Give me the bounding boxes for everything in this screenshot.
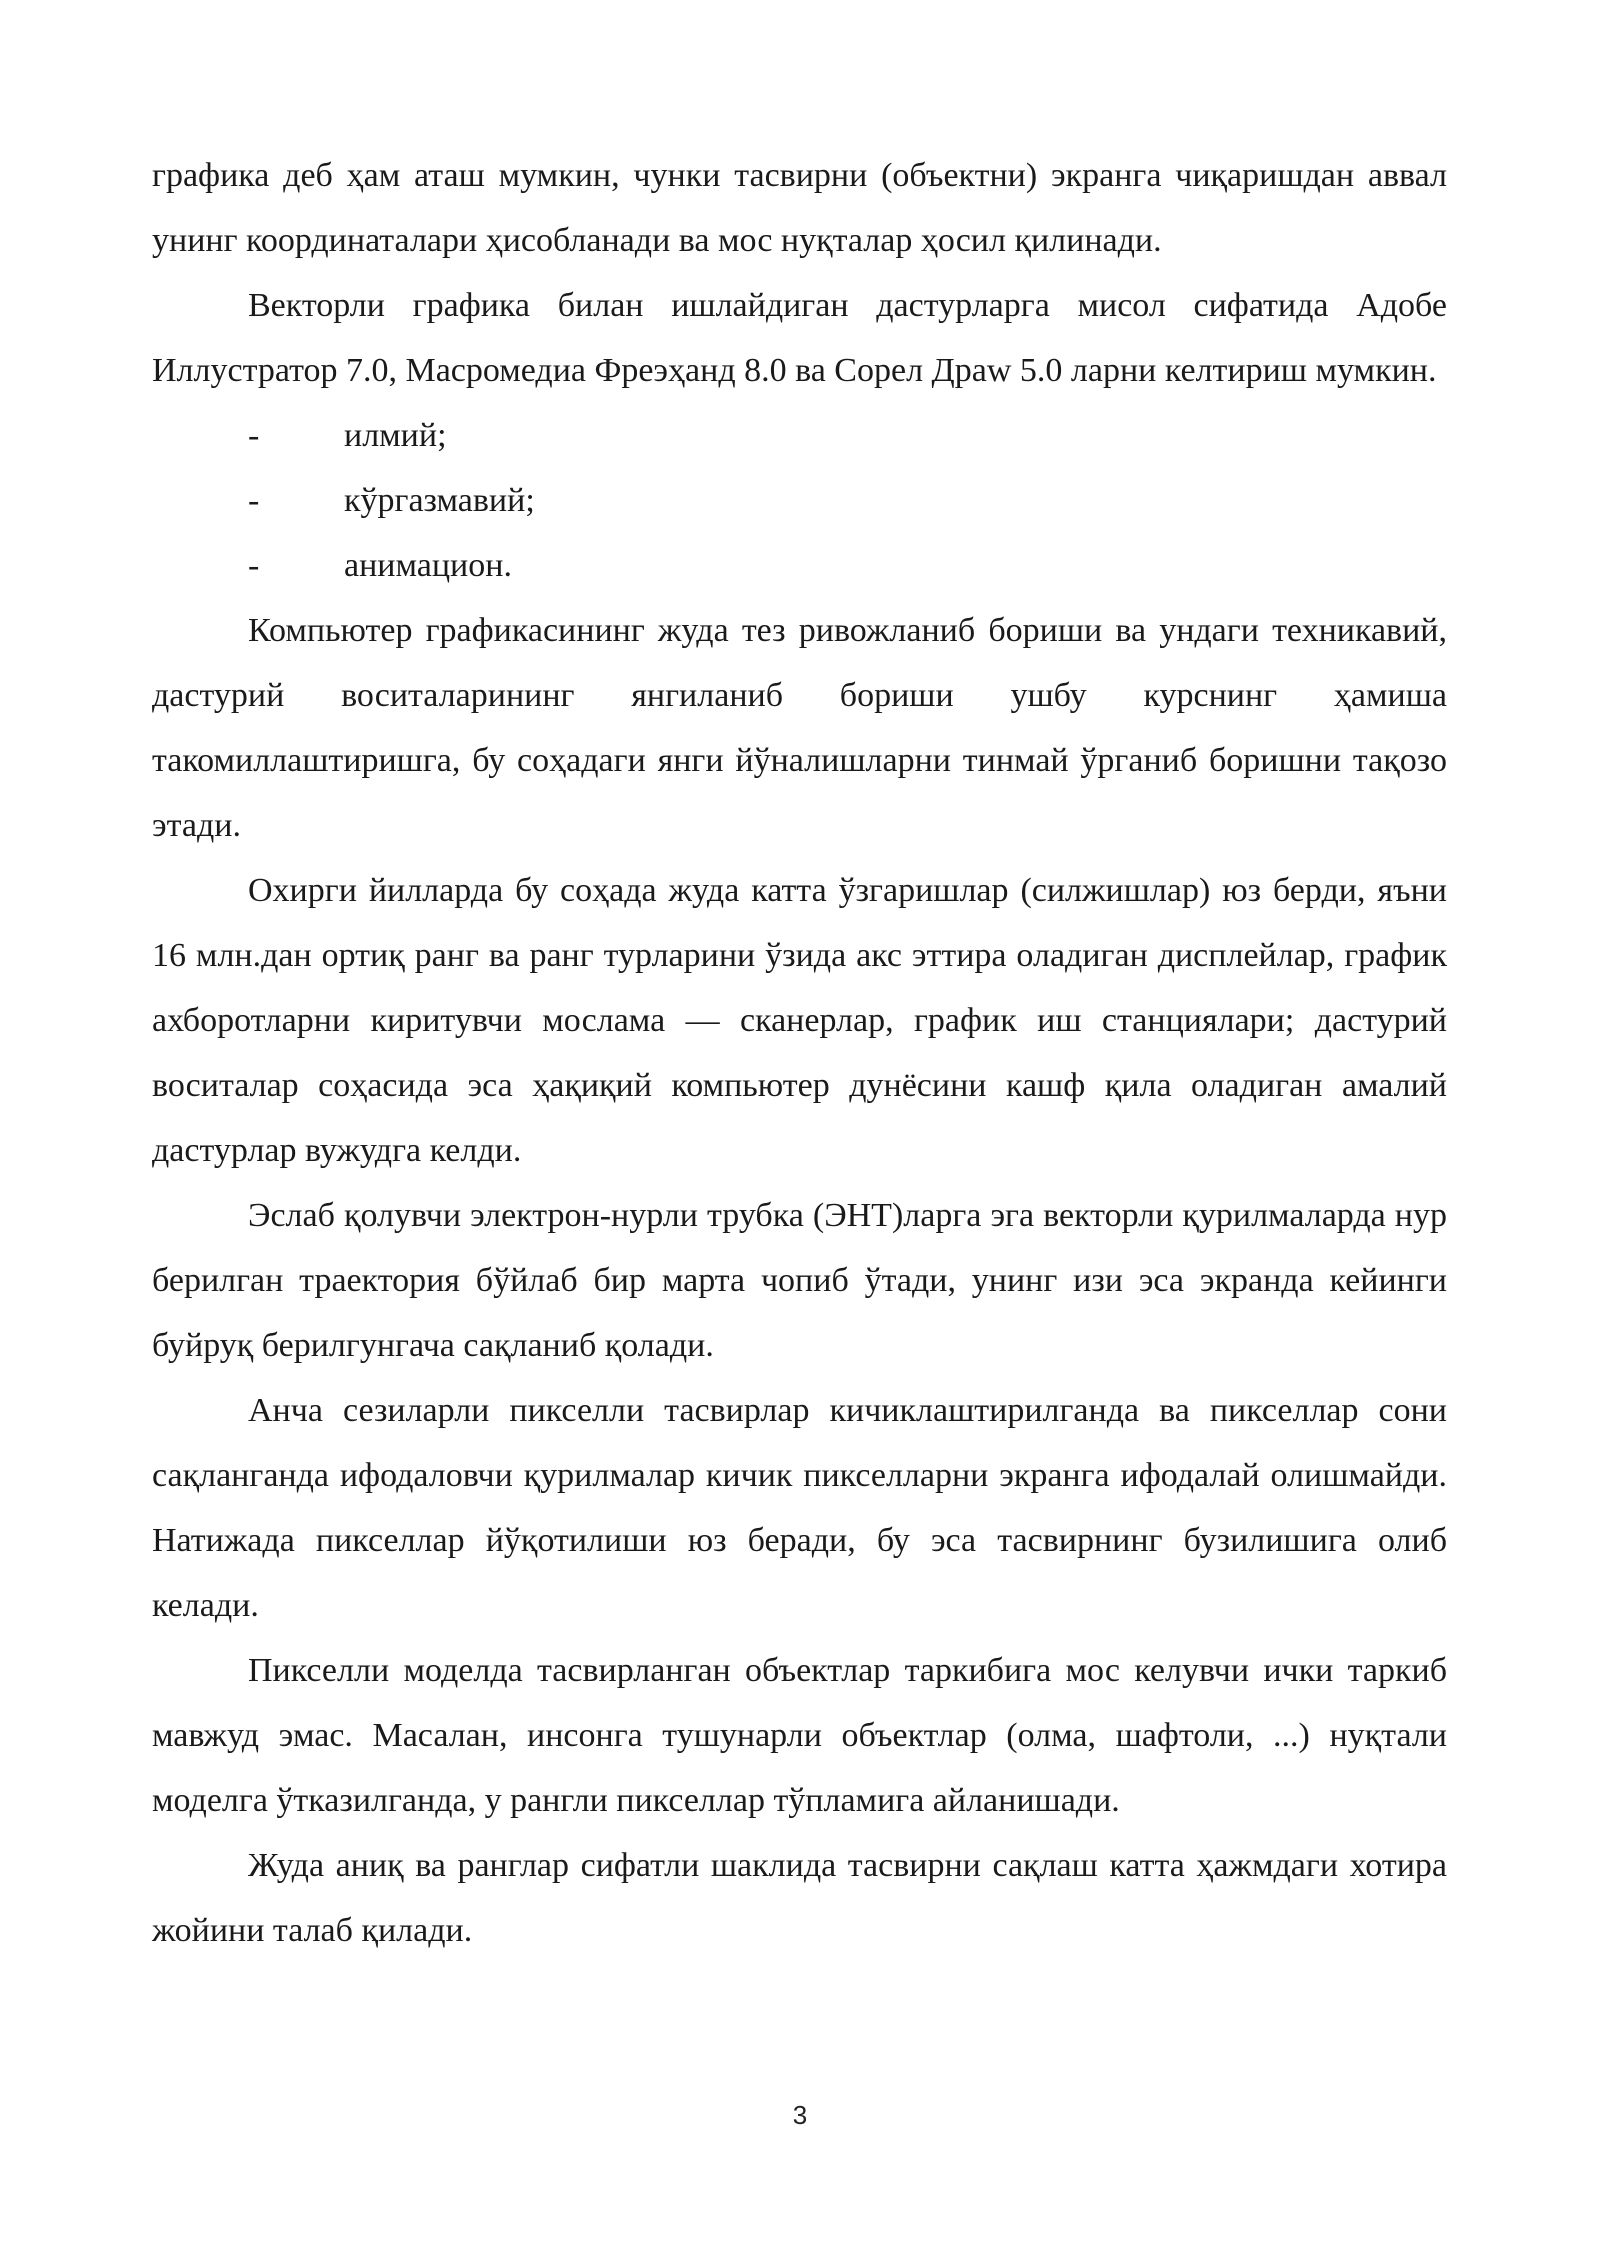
list-item-text: илмий; — [344, 417, 447, 454]
page-number: 3 — [792, 2100, 808, 2130]
document-page — [152, 143, 1447, 1963]
list-item — [152, 468, 1447, 533]
paragraph: Анча сезиларли пикселли тасвирлар кичиклаштирилганда ва пикселлар сони сақланганда ифодаловчи қурилмалар кичик пикселларни экранга ифодалай олишмайди. Натижада пикселлар йўқотилиши юз беради, бу эса тасвирнинг бузилишига олиб келади. — [152, 1392, 1447, 1624]
list-item — [152, 533, 1447, 598]
bullet-list — [152, 403, 1447, 598]
paragraph: Компьютер графикасининг жуда тез ривожланиб бориши ва ундаги техникавий, дастурий воситаларининг янгиланиб бориши ушбу курснинг ҳамиша такомиллаштиришга, бу соҳадаги янги йўналишларни тинмай ўрганиб боришни тақозо этади. — [152, 612, 1447, 844]
list-item-text: кўргазмавий; — [344, 482, 535, 519]
paragraph: Векторли графика билан ишлайдиган дастурларга мисол сифатида Адобе Иллустратор 7.0, Масромедиа Фреэҳанд 8.0 ва Сорел Драw 5.0 ларни келтириш мумкин. — [152, 287, 1447, 389]
paragraph: Охирги йилларда бу соҳада жуда катта ўзгаришлар (силжишлар) юз берди, яъни 16 млн.дан ортиқ ранг ва ранг турларини ўзида акс эттира оладиган дисплейлар, график ахборотларни киритувчи мослама — сканерлар, график иш станциялари; дастурий воситалар соҳасида эса ҳақиқий компьютер дунёсини кашф қила оладиган амалий дастурлар вужудга келди. — [152, 872, 1447, 1169]
dash-bullet: - — [248, 482, 260, 519]
paragraph: графика деб ҳам аташ мумкин, чунки тасвирни (объектни) экранга чиқаришдан аввал унинг координаталари ҳисобланади ва мос нуқталар ҳосил қилинади. — [152, 157, 1447, 259]
list-item — [152, 403, 1447, 468]
paragraph: Жуда аниқ ва ранглар сифатли шаклида тасвирни сақлаш катта ҳажмдаги хотира жойини талаб қилади. — [152, 1847, 1447, 1949]
paragraph: Эслаб қолувчи электрон-нурли трубка (ЭНТ)ларга эга векторли қурилмаларда нур берилган траектория бўйлаб бир марта чопиб ўтади, унинг изи эса экранда кейинги буйруқ берилгунгача сақланиб қолади. — [152, 1197, 1447, 1364]
dash-bullet: - — [248, 547, 260, 584]
paragraph: Пикселли моделда тасвирланган объектлар таркибига мос келувчи ички таркиб мавжуд эмас. Масалан, инсонга тушунарли объектлар (олма, шафтоли, ...) нуқтали моделга ўтказилганда, у рангли пикселлар тўпламига айланишади. — [152, 1652, 1447, 1819]
dash-bullet: - — [248, 417, 260, 454]
list-item-text: анимацион. — [344, 547, 512, 584]
